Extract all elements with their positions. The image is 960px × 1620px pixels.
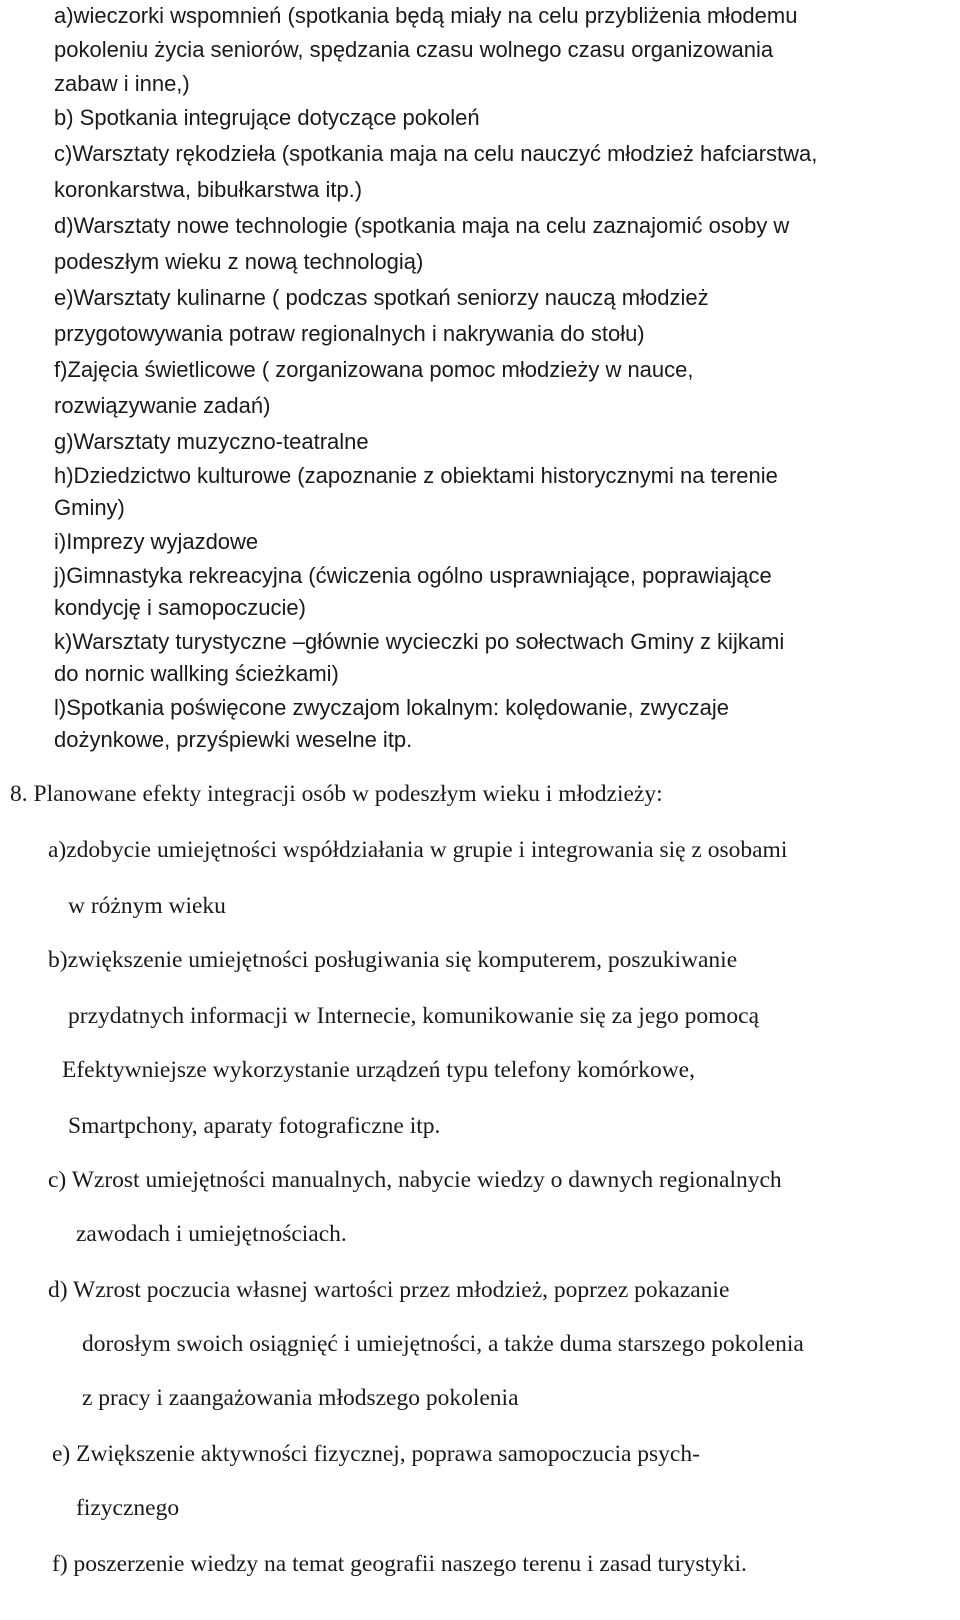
activity-a-line-2: pokoleniu życia seniorów, spędzania czasu wolnego czasu organizowania	[54, 37, 774, 62]
effect-b-line-3: Efektywniejsze wykorzystanie urządzeń typu telefony komórkowe,	[62, 1057, 695, 1083]
effect-d-line-3: z pracy i zaangażowania młodszego pokolenia	[82, 1385, 519, 1411]
activity-i-line-1: i)Imprezy wyjazdowe	[54, 529, 259, 554]
effect-b-line-2: przydatnych informacji w Internecie, komunikowanie się za jego pomocą	[68, 1003, 760, 1029]
activity-k-line-1: k)Warsztaty turystyczne –głównie wycieczki po sołectwach Gminy z kijkami	[54, 629, 785, 654]
activity-d-line-2: podeszłym wieku z nową technologią)	[54, 249, 424, 274]
activity-l-line-1: l)Spotkania poświęcone zwyczajom lokalnym: kolędowanie, zwyczaje	[54, 695, 729, 720]
activity-c-line-2: koronkarstwa, bibułkarstwa itp.)	[54, 177, 363, 202]
activity-h-line-2: Gminy)	[54, 495, 125, 520]
activity-j-line-2: kondycję i samopoczucie)	[54, 595, 306, 620]
activity-c-line-1: c)Warsztaty rękodzieła (spotkania maja na celu nauczyć młodzież hafciarstwa,	[54, 141, 818, 166]
effect-d-line-2: dorosłym swoich osiągnięć i umiejętności, a także duma starszego pokolenia	[82, 1331, 804, 1357]
activity-l-line-2: dożynkowe, przyśpiewki weselne itp.	[54, 727, 413, 752]
effect-b-line-4: Smartpchony, aparaty fotograficzne itp.	[68, 1113, 441, 1139]
effect-e-line-1: e) Zwiększenie aktywności fizycznej, poprawa samopoczucia psych-	[52, 1441, 700, 1467]
effect-e-line-2: fizycznego	[76, 1495, 180, 1521]
effect-c-line-2: zawodach i umiejętnościach.	[76, 1221, 347, 1247]
activity-k-line-2: do nornic wallking ścieżkami)	[54, 661, 339, 686]
effect-b-line-1: b)zwiększenie umiejętności posługiwania się komputerem, poszukiwanie	[48, 947, 738, 973]
activity-g-line-1: g)Warsztaty muzyczno-teatralne	[54, 429, 369, 454]
activity-f-line-2: rozwiązywanie zadań)	[54, 393, 271, 418]
activity-a-line-3: zabaw i inne,)	[54, 71, 190, 96]
activity-h-line-1: h)Dziedzictwo kulturowe (zapoznanie z obiektami historycznymi na terenie	[54, 463, 778, 488]
effect-a-line-2: w różnym wieku	[68, 893, 226, 919]
activity-f-line-1: f)Zajęcia świetlicowe ( zorganizowana pomoc młodzieży w nauce,	[54, 357, 694, 382]
activity-a-line-1: a)wieczorki wspomnień (spotkania będą miały na celu przybliżenia młodemu	[54, 3, 798, 28]
activity-d-line-1: d)Warsztaty nowe technologie (spotkania maja na celu zaznajomić osoby w	[54, 213, 790, 238]
activity-e-line-2: przygotowywania potraw regionalnych i nakrywania do stołu)	[54, 321, 645, 346]
section-8-heading: 8. Planowane efekty integracji osób w podeszłym wieku i młodzieży:	[10, 781, 663, 807]
activity-e-line-1: e)Warsztaty kulinarne ( podczas spotkań seniorzy nauczą młodzież	[54, 285, 709, 310]
effect-d-line-1: d) Wzrost poczucia własnej wartości przez młodzież, poprzez pokazanie	[48, 1277, 730, 1303]
activity-b-line-1: b) Spotkania integrujące dotyczące pokoleń	[54, 105, 480, 130]
effect-a-line-1: a)zdobycie umiejętności współdziałania w grupie i integrowania się z osobami	[48, 837, 788, 863]
effect-f-line-1: f) poszerzenie wiedzy na temat geografii naszego terenu i zasad turystyki.	[52, 1551, 747, 1577]
activity-j-line-1: j)Gimnastyka rekreacyjna (ćwiczenia ogólno usprawniające, poprawiające	[54, 563, 772, 588]
effect-c-line-1: c) Wzrost umiejętności manualnych, nabycie wiedzy o dawnych regionalnych	[48, 1167, 782, 1193]
